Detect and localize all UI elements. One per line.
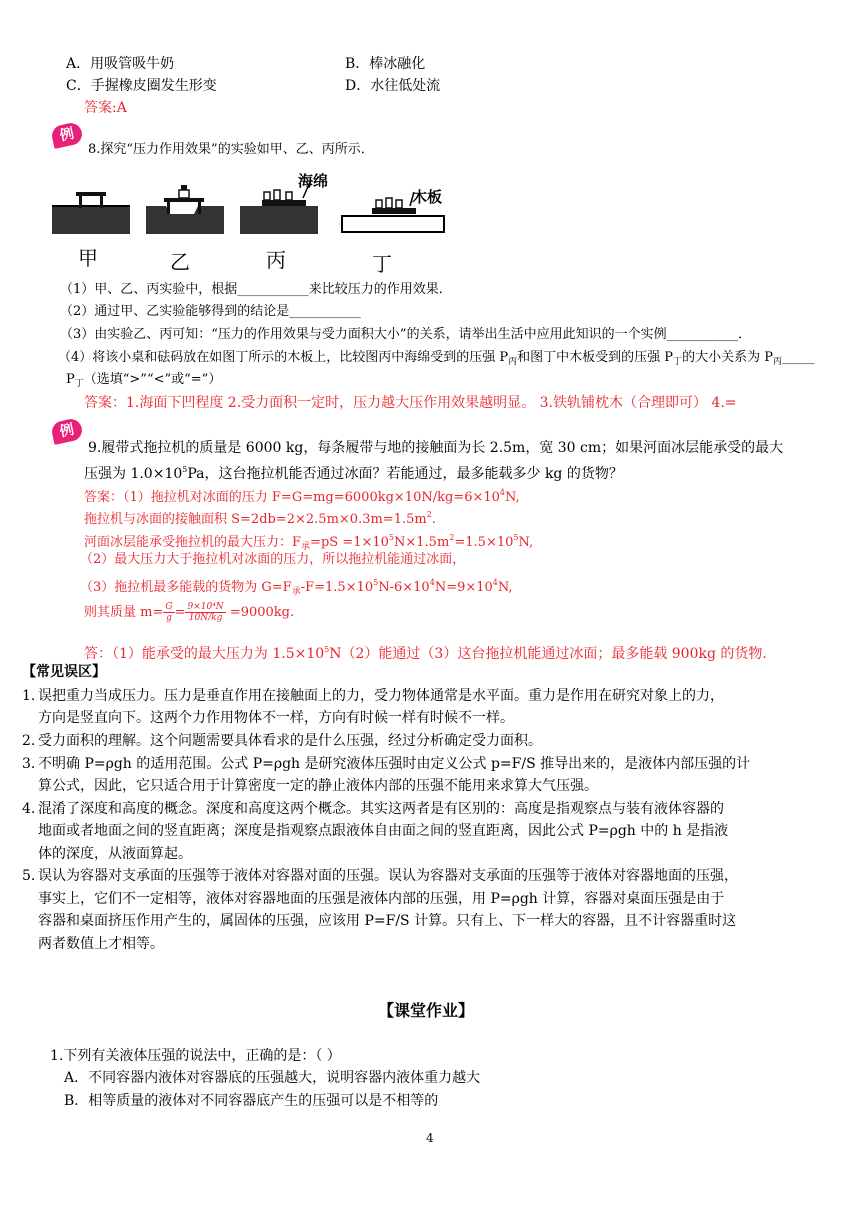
- q9-a3-text-e: N,: [518, 535, 534, 550]
- q9-a5-text-b: -F=1.5×10: [300, 580, 374, 595]
- q8-sub4-sub-ding2: 丁: [74, 379, 84, 389]
- error-item-3-line1: 不明确 P=ρgh 的适用范围。公式 P=ρgh 是研究液体压强时由定义公式 p=F/S 推导出来的，是液体内部压强的计: [38, 756, 751, 772]
- q9-a6-fraction-1: [163, 602, 174, 623]
- q9-a3-text-b: =pS =1×10: [310, 535, 389, 550]
- q9-answer-5: [80, 573, 513, 602]
- q9-a3-text-c: N×1.5m: [394, 535, 450, 550]
- q9-answer-2: [84, 505, 436, 530]
- q9-a5-sup1: 5: [373, 578, 379, 587]
- q9-a5-text-d: N=9×10: [434, 580, 493, 595]
- error-item-1-line2: 方向是竖直向下。这两个力作用物体不一样，方向有时候一样有时候不一样。: [38, 710, 514, 726]
- q8-sub4-line1: [58, 348, 814, 372]
- q9-stem-line2: [84, 460, 623, 484]
- q9-a5-sup2: 4: [429, 578, 435, 587]
- q8-sub1: （1）甲、乙、丙实验中，根据___________来比较压力的作用效果．: [60, 282, 452, 297]
- q8-sub4-line2: [66, 370, 221, 394]
- figure-yi: [146, 185, 224, 234]
- q9-a3-text-d: =1.5×10: [454, 535, 514, 550]
- error-item-4-line2: 地面或者地面之间的竖直距离；深度是指观察点跟液体自由面之间的竖直距离，因此公式 P=ρgh 中的 h 是指液: [38, 823, 729, 839]
- q9-a3-sup3: 5: [513, 533, 519, 542]
- common-errors-heading: 【常见误区】: [22, 664, 106, 680]
- q9-a5-sub: 承: [291, 587, 301, 597]
- q7-option-d-text: 水往低处流: [370, 78, 441, 94]
- error-item-3-num: 3.: [22, 756, 36, 772]
- figure-jia: [52, 192, 130, 234]
- error-item-5-line4: 两者数值上才相等。: [38, 936, 164, 952]
- q9-a2-sup: 2: [426, 510, 432, 519]
- q9-stem-text-a: 压强为 1.0×10: [84, 466, 183, 482]
- example-badge-icon-2: 例: [50, 417, 84, 445]
- q7-option-d-letter: D．: [345, 78, 371, 94]
- error-item-4-line3: 体的深度，从液面算起。: [38, 846, 192, 862]
- q9-a1-text: 答案：（1）拖拉机对冰面的压力 F=G=mg=6000kg×10N/kg=6×10: [84, 490, 500, 505]
- q7-option-b: B．棒冰融化: [345, 56, 426, 72]
- q9-a6-den: g: [166, 613, 172, 623]
- error-item-1-line1: 误把重力当成压力。压力是垂直作用在接触面上的力，受力物体通常是水平面。重力是作用在研究对象上的力，: [38, 688, 724, 704]
- error-item-4-line1: 混淆了深度和高度的概念。深度和高度这两个概念。其实这两者是有区别的：高度是指观察点与装有液体容器的: [38, 801, 724, 817]
- q9-a6-text: 则其质量 m=: [84, 605, 164, 620]
- error-item-1-num: 1.: [22, 688, 36, 704]
- q9-a7-text-a: 答：（1）能承受的最大压力为 1.5×10: [84, 646, 325, 662]
- q9-stem-sup: 5: [182, 465, 188, 474]
- q9-stem-line1: 9.履带式拖拉机的质量是 6000 kg，每条履带与地的接触面为长 2.5m，宽 30 cm；如果河面冰层能承受的最大: [88, 440, 784, 456]
- q9-a3-sub: 承: [301, 542, 311, 552]
- q9-a2-end: .: [431, 512, 436, 527]
- q9-a6-fraction-2: [185, 602, 225, 623]
- q9-a6-num2: 9×10⁴N: [187, 602, 224, 612]
- error-item-5-line1: 误认为容器对支承面的压强等于液体对容器对面的压强。误认为容器对支承面的压强等于液体对容器地面的压强，: [38, 868, 738, 884]
- error-item-3-line2: 算公式，因此，它只适合用于计算密度一定的静止液体内部的压强不能用来求算大气压强。: [38, 778, 598, 794]
- label-sponge: 海绵: [298, 172, 329, 190]
- example-badge-icon: 例: [50, 121, 84, 149]
- label-ding: 丁: [372, 252, 392, 276]
- error-item-2-line1: 受力面积的理解。这个问题需要具体看求的是什么压强，经过分析确定受力面积。: [38, 733, 542, 749]
- error-item-2-num: 2.: [22, 733, 36, 749]
- q8-sub4-sub-bing2: 丙: [772, 357, 782, 367]
- q8-sub4-choices: （选填“>”“<”或“=”）: [83, 372, 222, 387]
- error-item-5-num: 5.: [22, 868, 36, 884]
- label-yi: 乙: [170, 250, 190, 274]
- homework-heading: 【课堂作业】: [378, 1001, 475, 1020]
- q9-answer-6: 则其质量 m= $\frac{G}{g}=$ $\frac{\text{9×10⁴N}}{10N/kg} =9000kg$.: [84, 602, 295, 623]
- q9-answer-4: （2）最大压力大于拖拉机对冰面的压力，所以拖拉机能通过冰面，: [80, 552, 466, 567]
- q8-sub4-text-b: 和图丁中木板受到的压强 P: [517, 350, 674, 365]
- q9-a6-num: G: [165, 602, 173, 612]
- q9-a1-unit: N,: [505, 490, 520, 505]
- q9-a7-sup: 5: [324, 645, 330, 654]
- label-board: 木板: [412, 188, 443, 206]
- error-item-5-line3: 容器和桌面挤压作用产生的，属固体的压强，应该用 P=F/S 计算。只有上、下一样大的容器，且不计容器重时这: [38, 913, 737, 929]
- error-item-4-num: 4.: [22, 801, 36, 817]
- q8-sub4-blank: _____: [781, 350, 815, 365]
- q9-a7-text-b: N（2）能通过（3）这台拖拉机能通过冰面；最多能载 900kg 的货物.: [329, 646, 767, 662]
- q9-final-answer: [84, 640, 767, 664]
- q9-a6-result: =9000kg.: [229, 605, 295, 620]
- q7-answer: 答案:A: [84, 100, 127, 116]
- q9-a6-den2: 10N/kg: [188, 613, 223, 623]
- q7-option-d: [345, 76, 440, 96]
- homework-q1-option-b: B．相等质量的液体对不同容器底产生的压强可以是不相等的: [64, 1093, 439, 1109]
- q8-sub4-p: P: [66, 372, 75, 387]
- q9-a3-sup2: 2: [449, 533, 455, 542]
- q9-a5-text-a: （3）拖拉机最多能载的货物为 G=F: [80, 580, 292, 595]
- q9-a5-sup3: 4: [492, 578, 498, 587]
- error-item-5-line2: 事实上，它们不一定相等，液体对容器地面的压强是液体内部的压强，用 P=ρgh 计算，容器对桌面压强是由于: [38, 891, 725, 907]
- q9-a3-sup1: 5: [388, 533, 394, 542]
- label-bing: 丙: [266, 248, 286, 272]
- q8-sub4-sub-ding: 丁: [673, 357, 683, 367]
- q8-answer: 答案：1.海面下凹程度 2.受力面积一定时，压力越大压作用效果越明显。 3.铁轨铺枕木（合理即可） 4.=: [84, 395, 737, 411]
- q8-sub4-sub-bing: 丙: [508, 357, 518, 367]
- q8-sub4-text-c: 的大小关系为 P: [682, 350, 773, 365]
- q7-option-a: A．用吸管吸牛奶: [66, 56, 175, 72]
- q8-sub4-text-a: （4）将该小桌和砝码放在如图丁所示的木板上，比较图丙中海绵受到的压强 P: [58, 350, 509, 365]
- q9-a5-text-c: N-6×10: [378, 580, 430, 595]
- q8-sub3: （3）由实验乙、丙可知：“压力的作用效果与受力面积大小”的关系，请举出生活中应用此知识的一个实例___________．: [60, 327, 752, 342]
- q9-stem-text-b: Pa，这台拖拉机能否通过冰面？若能通过，最多能载多少 kg 的货物？: [187, 466, 623, 482]
- homework-q1: 1.下列有关液体压强的说法中，正确的是：（ ）: [50, 1048, 341, 1064]
- page-number: 4: [426, 1131, 434, 1145]
- label-jia: 甲: [78, 246, 98, 270]
- q9-a2-text: 拖拉机与冰面的接触面积 S=2db=2×2.5m×0.3m=1.5m: [84, 512, 427, 527]
- q7-option-c: C．手握橡皮圈发生形变: [66, 78, 217, 94]
- q9-a3-text-a: 河面冰层能承受拖拉机的最大压力：F: [84, 535, 302, 550]
- q8-stem: 8.探究“压力作用效果”的实验如甲、乙、丙所示．: [88, 142, 374, 157]
- homework-q1-option-a: A．不同容器内液体对容器底的压强越大，说明容器内液体重力越大: [64, 1070, 481, 1086]
- q9-a5-text-e: N,: [497, 580, 513, 595]
- q8-sub2: （2）通过甲、乙实验能够得到的结论是___________: [60, 304, 361, 319]
- q9-a1-sup: 4: [499, 488, 505, 497]
